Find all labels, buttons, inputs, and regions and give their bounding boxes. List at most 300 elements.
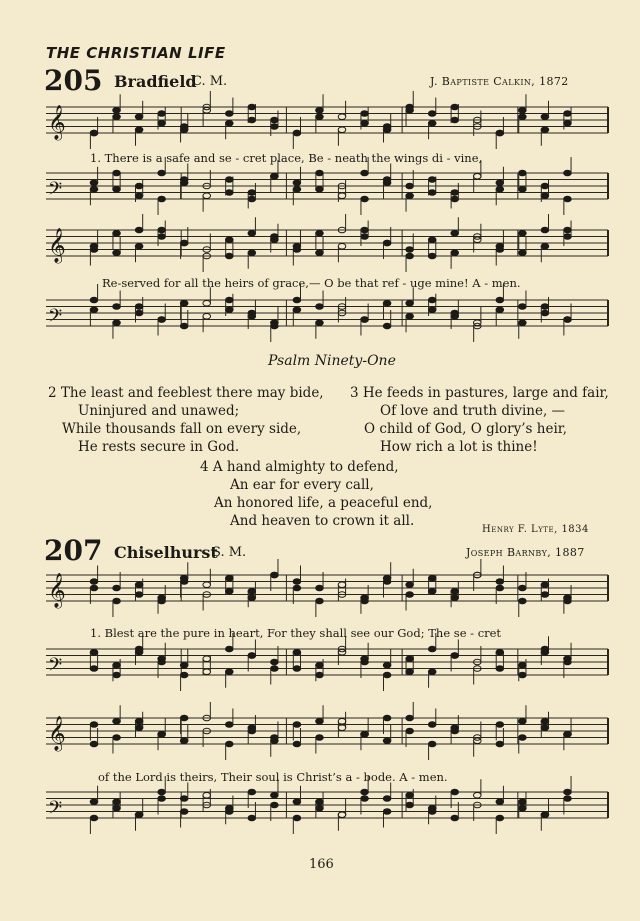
note-head (383, 662, 391, 668)
note-head (316, 598, 324, 604)
lyrics-205-line1: 1. There is a safe and se - cret place, Be - neath the wings di - vine, (90, 151, 483, 165)
note-head (428, 805, 436, 811)
note-head (564, 731, 572, 737)
note-head (113, 672, 121, 678)
note-head (496, 247, 504, 253)
note-head (541, 193, 549, 199)
note-head (113, 718, 121, 724)
note-head (135, 243, 143, 249)
note-head (158, 227, 166, 233)
note-head (541, 592, 549, 598)
note-head (519, 230, 527, 236)
note-head (316, 320, 324, 326)
note-head (496, 649, 504, 655)
note-head (519, 585, 527, 591)
bass-clef-icon: 𝄢 (48, 655, 63, 680)
note-head (361, 789, 369, 795)
note-head (451, 190, 459, 196)
note-head (496, 722, 504, 728)
note-head (271, 234, 279, 240)
note-head (541, 183, 549, 189)
note-head (428, 588, 436, 594)
note-head (158, 731, 166, 737)
note-head (90, 186, 98, 192)
hymn-number-207: 207 (44, 534, 103, 567)
note-head (564, 120, 572, 126)
note-head (248, 653, 256, 659)
stanza-4-line: An ear for every call, (230, 477, 374, 493)
note-head (519, 170, 527, 176)
note-head (519, 672, 527, 678)
note-head (383, 124, 391, 130)
stanza-2 (48, 384, 324, 456)
note-head (519, 107, 527, 113)
note-head (248, 190, 256, 196)
note-head (361, 170, 369, 176)
stanza-2-line: While thousands fall on every side, (62, 421, 302, 437)
stanza-2-line: 2 The least and feeblest there may bide, (48, 385, 324, 401)
note-head (406, 669, 414, 675)
note-head (496, 585, 504, 591)
note-head (180, 300, 188, 306)
note-head (496, 815, 504, 821)
note-head (361, 796, 369, 802)
note-head (293, 815, 301, 821)
note-head (541, 243, 549, 249)
meter-205: C. M. (192, 74, 228, 89)
note-head (564, 595, 572, 601)
note-head (316, 735, 324, 741)
note-head (293, 180, 301, 186)
note-head (225, 190, 233, 196)
note-head (428, 722, 436, 728)
note-head (451, 117, 459, 123)
note-head (519, 598, 527, 604)
note-head (316, 805, 324, 811)
note-head (225, 669, 233, 675)
note-head (564, 659, 572, 665)
note-head (383, 738, 391, 744)
note-head (383, 672, 391, 678)
note-head (203, 669, 211, 675)
note-head (496, 307, 504, 313)
note-head (90, 180, 98, 186)
stanza-3-line: O child of God, O glory’s heir, (364, 421, 568, 437)
note-head (135, 646, 143, 652)
note-head (451, 104, 459, 110)
note-head (271, 117, 279, 123)
note-head (541, 310, 549, 316)
treble-clef-icon: 𝄞 (48, 573, 66, 608)
note-head (519, 114, 527, 120)
note-head (428, 237, 436, 243)
note-head (271, 173, 279, 179)
note-head (135, 114, 143, 120)
note-head (564, 796, 572, 802)
note-head (271, 802, 279, 808)
note-head (383, 715, 391, 721)
note-head (248, 725, 256, 731)
note-head (406, 193, 414, 199)
section-title: THE CHRISTIAN LIFE (46, 44, 226, 62)
note-head (203, 582, 211, 588)
note-head (113, 598, 121, 604)
stanza-3-line: 3 He feeds in pastures, large and fair, (350, 385, 609, 401)
bass-clef-icon: 𝄢 (48, 798, 63, 823)
note-head (564, 789, 572, 795)
composer-207: Joseph Barnby, 1887 (466, 546, 585, 559)
note-head (316, 799, 324, 805)
note-head (383, 796, 391, 802)
note-head (225, 253, 233, 259)
lyrics-205-line2: Re-served for all the heirs of grace,— O be that ref - uge mine! A - men. (102, 276, 521, 290)
note-head (203, 656, 211, 662)
note-head (90, 666, 98, 672)
note-head (271, 572, 279, 578)
note-head (113, 304, 121, 310)
treble-clef-icon: 𝄞 (48, 716, 66, 751)
note-head (338, 725, 346, 731)
note-head (248, 196, 256, 202)
note-head (158, 196, 166, 202)
note-head (293, 799, 301, 805)
note-head (316, 250, 324, 256)
note-head (135, 812, 143, 818)
note-head (180, 662, 188, 668)
note-head (541, 114, 549, 120)
bass-clef-icon: 𝄢 (48, 179, 63, 204)
note-head (428, 741, 436, 747)
note-head (180, 738, 188, 744)
note-head (158, 111, 166, 117)
note-head (451, 196, 459, 202)
note-head (293, 741, 301, 747)
note-head (90, 130, 98, 136)
note-head (406, 300, 414, 306)
note-head (180, 124, 188, 130)
note-head (158, 595, 166, 601)
note-head (293, 722, 301, 728)
note-head (519, 718, 527, 724)
lyrics-207-line1: 1. Blest are the pure in heart, For they shall see our God; The se - cret (90, 626, 502, 640)
note-head (428, 307, 436, 313)
note-head (293, 307, 301, 313)
note-head (293, 247, 301, 253)
note-head (158, 170, 166, 176)
note-head (225, 177, 233, 183)
note-head (135, 304, 143, 310)
note-head (113, 805, 121, 811)
note-head (293, 666, 301, 672)
composer-205: J. Baptiste Calkin, 1872 (430, 75, 569, 88)
note-head (564, 170, 572, 176)
note-head (90, 815, 98, 821)
note-head (135, 592, 143, 598)
note-head (248, 310, 256, 316)
note-head (158, 659, 166, 665)
note-head (519, 304, 527, 310)
note-head (180, 672, 188, 678)
note-head (451, 789, 459, 795)
note-head (271, 124, 279, 130)
note-head (338, 812, 346, 818)
note-head (316, 170, 324, 176)
note-head (248, 595, 256, 601)
note-head (225, 120, 233, 126)
note-head (541, 304, 549, 310)
note-head (406, 183, 414, 189)
note-head (316, 662, 324, 668)
bass-clef-icon: 𝄢 (48, 306, 63, 331)
note-head (90, 307, 98, 313)
note-head (541, 646, 549, 652)
note-head (406, 656, 414, 662)
note-head (113, 735, 121, 741)
note-head (383, 809, 391, 815)
note-head (361, 317, 369, 323)
note-head (135, 193, 143, 199)
note-head (541, 127, 549, 133)
note-head (180, 240, 188, 246)
note-head (316, 230, 324, 236)
stanza-3-line: How rich a lot is thine! (380, 439, 538, 455)
note-head (158, 234, 166, 240)
note-head (451, 310, 459, 316)
note-head (248, 815, 256, 821)
note-head (180, 579, 188, 585)
note-head (113, 107, 121, 113)
note-head (541, 227, 549, 233)
hymn-number-205: 205 (44, 64, 103, 97)
note-head (564, 317, 572, 323)
note-head (383, 579, 391, 585)
note-head (361, 111, 369, 117)
note-head (113, 114, 121, 120)
hymn-author-205: Henry F. Lyte, 1834 (482, 524, 589, 535)
note-head (451, 725, 459, 731)
note-head (293, 186, 301, 192)
note-head (541, 812, 549, 818)
note-head (316, 304, 324, 310)
note-head (113, 170, 121, 176)
note-head (90, 585, 98, 591)
lyrics-207-line2: of the Lord is theirs, Their soul is Christ’s a - bode. A - men. (98, 770, 448, 784)
note-head (496, 186, 504, 192)
note-head (90, 649, 98, 655)
psalm-title: Psalm Ninety-One (268, 353, 396, 369)
note-head (113, 585, 121, 591)
note-head (180, 323, 188, 329)
note-head (180, 809, 188, 815)
note-head (406, 792, 414, 798)
note-head (271, 792, 279, 798)
note-head (225, 646, 233, 652)
note-head (225, 237, 233, 243)
note-head (451, 815, 459, 821)
note-head (316, 718, 324, 724)
tune-name-207: Chiselhurst (114, 543, 218, 562)
note-head (338, 582, 346, 588)
note-head (383, 180, 391, 186)
note-head (293, 297, 301, 303)
note-head (225, 805, 233, 811)
note-head (383, 323, 391, 329)
note-head (406, 253, 414, 259)
note-head (451, 653, 459, 659)
note-head (316, 107, 324, 113)
note-head (248, 588, 256, 594)
stanza-4-line: An honored life, a peaceful end, (214, 495, 433, 511)
note-head (361, 120, 369, 126)
note-head (225, 741, 233, 747)
note-head (113, 186, 121, 192)
note-head (90, 247, 98, 253)
tune-name-205: Bradfield (114, 72, 197, 91)
note-head (248, 117, 256, 123)
note-head (564, 234, 572, 240)
note-head (90, 297, 98, 303)
stanza-3 (350, 384, 609, 456)
note-head (248, 104, 256, 110)
note-head (541, 725, 549, 731)
note-head (519, 799, 527, 805)
note-head (113, 320, 121, 326)
treble-clef-icon: 𝄞 (48, 228, 66, 263)
note-head (203, 792, 211, 798)
note-head (135, 718, 143, 724)
note-head (406, 715, 414, 721)
note-head (519, 186, 527, 192)
note-head (271, 323, 279, 329)
note-head (519, 735, 527, 741)
note-head (203, 313, 211, 319)
note-head (406, 247, 414, 253)
note-head (248, 789, 256, 795)
note-head (338, 193, 346, 199)
note-head (293, 579, 301, 585)
note-head (496, 130, 504, 136)
note-head (361, 595, 369, 601)
note-head (361, 731, 369, 737)
note-head (541, 582, 549, 588)
note-head (271, 659, 279, 665)
note-head (361, 196, 369, 202)
note-head (564, 111, 572, 117)
note-head (519, 250, 527, 256)
note-head (338, 127, 346, 133)
note-head (271, 666, 279, 672)
note-head (180, 180, 188, 186)
note-head (428, 253, 436, 259)
note-head (519, 805, 527, 811)
note-head (541, 718, 549, 724)
note-head (496, 297, 504, 303)
note-head (135, 127, 143, 133)
note-head (316, 186, 324, 192)
note-head (564, 196, 572, 202)
note-head (451, 595, 459, 601)
note-head (428, 190, 436, 196)
note-head (158, 120, 166, 126)
note-head (473, 173, 481, 179)
note-head (180, 796, 188, 802)
note-head (428, 669, 436, 675)
note-head (248, 230, 256, 236)
note-head (90, 722, 98, 728)
note-head (113, 662, 121, 668)
stanza-4-line: And heaven to crown it all. (230, 513, 415, 529)
note-head (428, 297, 436, 303)
note-head (135, 227, 143, 233)
note-head (406, 728, 414, 734)
note-head (406, 802, 414, 808)
treble-clef-icon: 𝄞 (48, 105, 66, 140)
meter-207: S. M. (212, 545, 247, 560)
note-head (519, 662, 527, 668)
note-head (406, 107, 414, 113)
note-head (225, 575, 233, 581)
note-head (383, 240, 391, 246)
note-head (428, 575, 436, 581)
note-head (406, 582, 414, 588)
note-head (271, 738, 279, 744)
note-head (293, 130, 301, 136)
note-head (496, 741, 504, 747)
note-head (428, 646, 436, 652)
note-head (451, 230, 459, 236)
note-head (293, 585, 301, 591)
note-head (135, 183, 143, 189)
note-head (519, 320, 527, 326)
note-head (135, 582, 143, 588)
note-head (361, 659, 369, 665)
note-head (406, 313, 414, 319)
note-head (90, 579, 98, 585)
note-head (90, 741, 98, 747)
note-head (428, 177, 436, 183)
note-head (225, 297, 233, 303)
note-head (203, 300, 211, 306)
note-head (225, 722, 233, 728)
note-head (338, 718, 346, 724)
note-head (473, 792, 481, 798)
note-head (113, 799, 121, 805)
note-head (361, 234, 369, 240)
note-head (451, 250, 459, 256)
note-head (113, 230, 121, 236)
note-head (428, 111, 436, 117)
note-head (316, 672, 324, 678)
note-head (361, 227, 369, 233)
note-head (338, 114, 346, 120)
note-head (248, 250, 256, 256)
note-head (383, 300, 391, 306)
note-head (496, 799, 504, 805)
page-number: 166 (309, 857, 334, 872)
stanza-4 (200, 458, 432, 530)
note-head (451, 588, 459, 594)
note-head (406, 592, 414, 598)
stanza-4-line: 4 A hand almighty to defend, (200, 459, 399, 475)
note-head (338, 243, 346, 249)
stanza-3-line: Of love and truth divine, — (380, 403, 566, 419)
note-head (496, 180, 504, 186)
note-head (113, 250, 121, 256)
note-head (428, 120, 436, 126)
note-head (496, 666, 504, 672)
note-head (496, 579, 504, 585)
note-head (135, 310, 143, 316)
